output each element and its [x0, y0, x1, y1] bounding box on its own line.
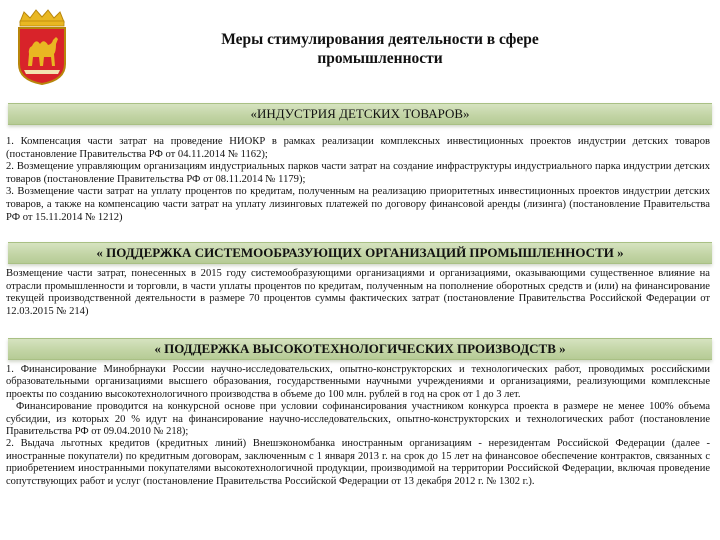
section-body-high-tech	[6, 364, 710, 488]
section-body-children-goods	[6, 136, 710, 224]
section-heading-system-organizations	[8, 242, 712, 264]
section-body-system-organizations	[6, 268, 710, 318]
paragraph: Финансирование проводится на конкурсной основе при условии софинансирования участником конкурса проекта в размере не менее 100% объема субсидии, из которых 20 % идут на финансирование научно-исследовательских, опытно-конструкторских и технологических работ (постановление Правительства РФ от 09.04.2010 № 218);	[6, 401, 710, 438]
section-heading-children-goods	[8, 103, 712, 125]
paragraph: 1. Компенсация части затрат на проведение НИОКР в рамках реализации комплексных инвестиционных проектов индустрии детских товаров (постановление Правительства РФ от 04.11.2014 № 1162);	[6, 136, 710, 160]
paragraph: 2. Возмещение управляющим организациям индустриальных парков части затрат на создание инфраструктуры индустриального парка индустрии детских товаров (постановление Правительства РФ от 08.11.2014 № 1179);	[6, 161, 710, 185]
section-heading-high-tech	[8, 338, 712, 360]
paragraph: Возмещение части затрат, понесенных в 2015 году системообразующими организациями и организациями, оказывающими существенное влияние на отрасли промышленности и торговли, в части уплаты процентов по кредитам, полученным на пополнение оборотных средств и (или) на финансирование текущей производственной деятельности в размере 70 процентов суммы фактических затрат (постановление Правительства Российской Федерации от 12.03.2015 № 214)	[6, 268, 710, 317]
page-title	[120, 30, 640, 68]
paragraph: 3. Возмещение части затрат на уплату процентов по кредитам, полученным на реализацию приоритетных инвестиционных проектов индустрии детских товаров, а также на компенсацию части затрат на уплату лизинговых платежей по договору финансовой аренды (лизинга) (постановление Правительства РФ от 15.11.2014 № 1212)	[6, 186, 710, 223]
paragraph: 2. Выдача льготных кредитов (кредитных линий) Внешэкономбанка иностранным организациям - нерезидентам Российской Федерации (далее - иностранные покупатели) по кредитным договорам, заключенным с 1 января 2013 г. на срок до 15 лет на финансовое обеспечение контрактов, связанных с приобретением иностранными покупателями высокотехнологичной продукции, производимой на территории Российской Федерации, включая проведение сопутствующих работ и услуг (постановление Правительства Российской Федерации от 13 декабря 2012 г. № 1302 г.).	[6, 438, 710, 487]
coat-of-arms-icon	[14, 8, 70, 86]
title-line-2: промышленности	[317, 50, 443, 67]
paragraph: 1. Финансирование Минобрнауки России научно-исследовательских, опытно-конструкторских и технологических работ, проводимых российскими образовательными организациями высшего образования, государственными научными учреждениями и организациями, реализующими комплексные проекты по созданию высокотехнологичного производства в объеме до 100 млн. рублей в год на срок от 1 до 3 лет.	[6, 364, 710, 400]
title-line-1: Меры стимулирования деятельности в сфере	[221, 31, 539, 48]
section-heading-text: «ИНДУСТРИЯ ДЕТСКИХ ТОВАРОВ»	[250, 106, 470, 121]
section-heading-text: « ПОДДЕРЖКА СИСТЕМООБРАЗУЮЩИХ ОРГАНИЗАЦИЙ ПРОМЫШЛЕННОСТИ »	[96, 245, 624, 260]
section-heading-text: « ПОДДЕРЖКА ВЫСОКОТЕХНОЛОГИЧЕСКИХ ПРОИЗВОДСТВ »	[154, 341, 566, 356]
